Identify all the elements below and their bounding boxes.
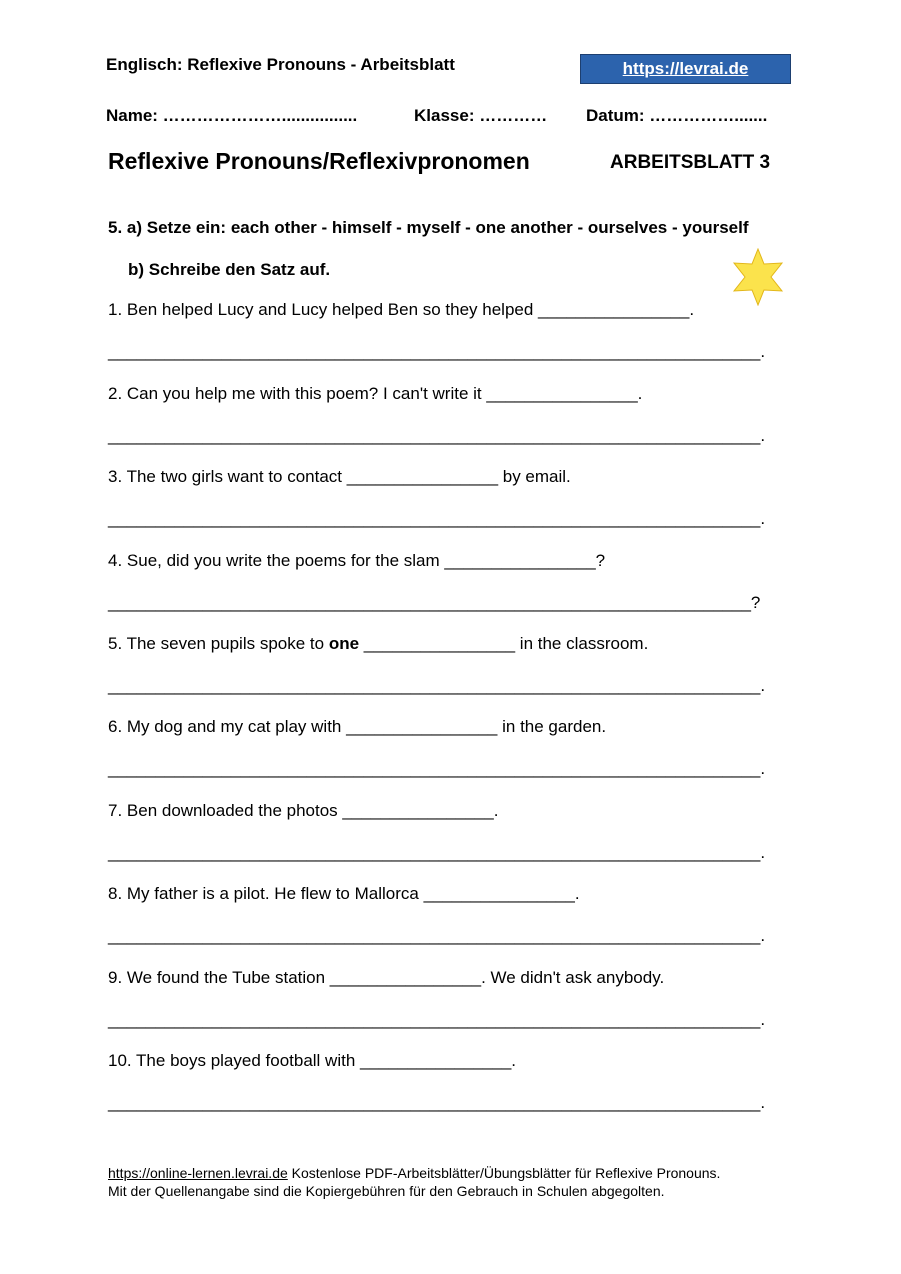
question-text: 4. Sue, did you write the poems for the slam	[108, 551, 445, 570]
question-1	[108, 300, 694, 320]
question-7	[108, 801, 498, 821]
instruction-b: b) Schreibe den Satz auf.	[128, 260, 331, 279]
class-field: Klasse: …………	[414, 106, 548, 125]
question-suffix: .	[637, 384, 643, 403]
footer-link[interactable]: https://online-lernen.levrai.de	[108, 1165, 288, 1181]
question-suffix: . We didn't ask anybody.	[481, 968, 665, 987]
question-suffix: ?	[595, 551, 606, 570]
question-text: 1. Ben helped Lucy and Lucy helped Ben so they helped	[108, 300, 539, 319]
answer-blank[interactable]: ________________	[538, 300, 690, 319]
site-link-badge[interactable]	[580, 54, 791, 84]
question-text: 5. The seven pupils spoke to	[108, 634, 329, 653]
question-9	[108, 968, 664, 988]
question-text: 7. Ben downloaded the photos	[108, 801, 343, 820]
question-4	[108, 551, 605, 571]
question-8	[108, 884, 580, 904]
footer	[108, 1164, 720, 1200]
answer-line[interactable]: _____________________________________________________________________.	[108, 1010, 766, 1029]
worksheet-header-title: Englisch: Reflexive Pronouns - Arbeitsblatt	[106, 55, 455, 74]
answer-line[interactable]: _____________________________________________________________________.	[108, 843, 766, 862]
question-suffix: by email.	[498, 467, 571, 486]
star-icon	[729, 248, 787, 306]
question-text: 8. My father is a pilot. He flew to Mallorca	[108, 884, 424, 903]
answer-line[interactable]: _____________________________________________________________________.	[108, 509, 766, 528]
question-suffix: in the classroom.	[515, 634, 649, 653]
answer-blank[interactable]: ________________	[342, 801, 494, 820]
question-bold-word: one	[328, 634, 360, 653]
question-suffix: .	[511, 1051, 517, 1070]
question-text: 3. The two girls want to contact	[108, 467, 347, 486]
answer-line[interactable]: _____________________________________________________________________.	[108, 676, 766, 695]
name-field: Name: …………………................	[106, 106, 358, 125]
worksheet-number: ARBEITSBLATT 3	[610, 152, 771, 173]
answer-blank[interactable]: ________________	[363, 634, 516, 653]
question-10	[108, 1051, 516, 1071]
question-suffix: .	[493, 801, 499, 820]
site-link[interactable]: https://levrai.de	[622, 59, 749, 78]
date-field: Datum: …………….......	[586, 106, 768, 125]
question-suffix: .	[574, 884, 580, 903]
footer-text-1: Kostenlose PDF-Arbeitsblätter/Übungsblätter für Reflexive Pronouns.	[287, 1165, 721, 1181]
question-text: 2. Can you help me with this poem? I can't write it	[108, 384, 487, 403]
answer-line[interactable]: _____________________________________________________________________.	[108, 759, 766, 778]
question-5	[108, 634, 648, 654]
question-3	[108, 467, 571, 487]
question-text: 10. The boys played football with	[108, 1051, 361, 1070]
answer-line[interactable]: _____________________________________________________________________.	[108, 342, 766, 361]
answer-line[interactable]: _____________________________________________________________________.	[108, 1093, 766, 1112]
answer-line[interactable]: _____________________________________________________________________.	[108, 926, 766, 945]
question-6	[108, 717, 606, 737]
question-suffix: in the garden.	[497, 717, 607, 736]
question-text: 9. We found the Tube station	[108, 968, 330, 987]
answer-blank[interactable]: ________________	[486, 384, 638, 403]
question-suffix: .	[689, 300, 695, 319]
answer-line[interactable]: ____________________________________________________________________?	[108, 593, 761, 612]
answer-blank[interactable]: ________________	[360, 1051, 512, 1070]
answer-blank[interactable]: ________________	[346, 467, 499, 486]
answer-blank[interactable]: ________________	[444, 551, 596, 570]
footer-text-2: Mit der Quellenangabe sind die Kopiergebühren für den Gebrauch in Schulen abgegolten.	[108, 1183, 665, 1199]
question-text: 6. My dog and my cat play with	[108, 717, 347, 736]
answer-blank[interactable]: ________________	[329, 968, 482, 987]
answer-blank[interactable]: ________________	[423, 884, 575, 903]
instruction-a: 5. a) Setze ein: each other - himself - myself - one another - ourselves - yourself	[108, 218, 749, 237]
page-title: Reflexive Pronouns/Reflexivpronomen	[108, 148, 530, 174]
question-2	[108, 384, 642, 404]
answer-line[interactable]: _____________________________________________________________________.	[108, 426, 766, 445]
answer-blank[interactable]: ________________	[346, 717, 498, 736]
